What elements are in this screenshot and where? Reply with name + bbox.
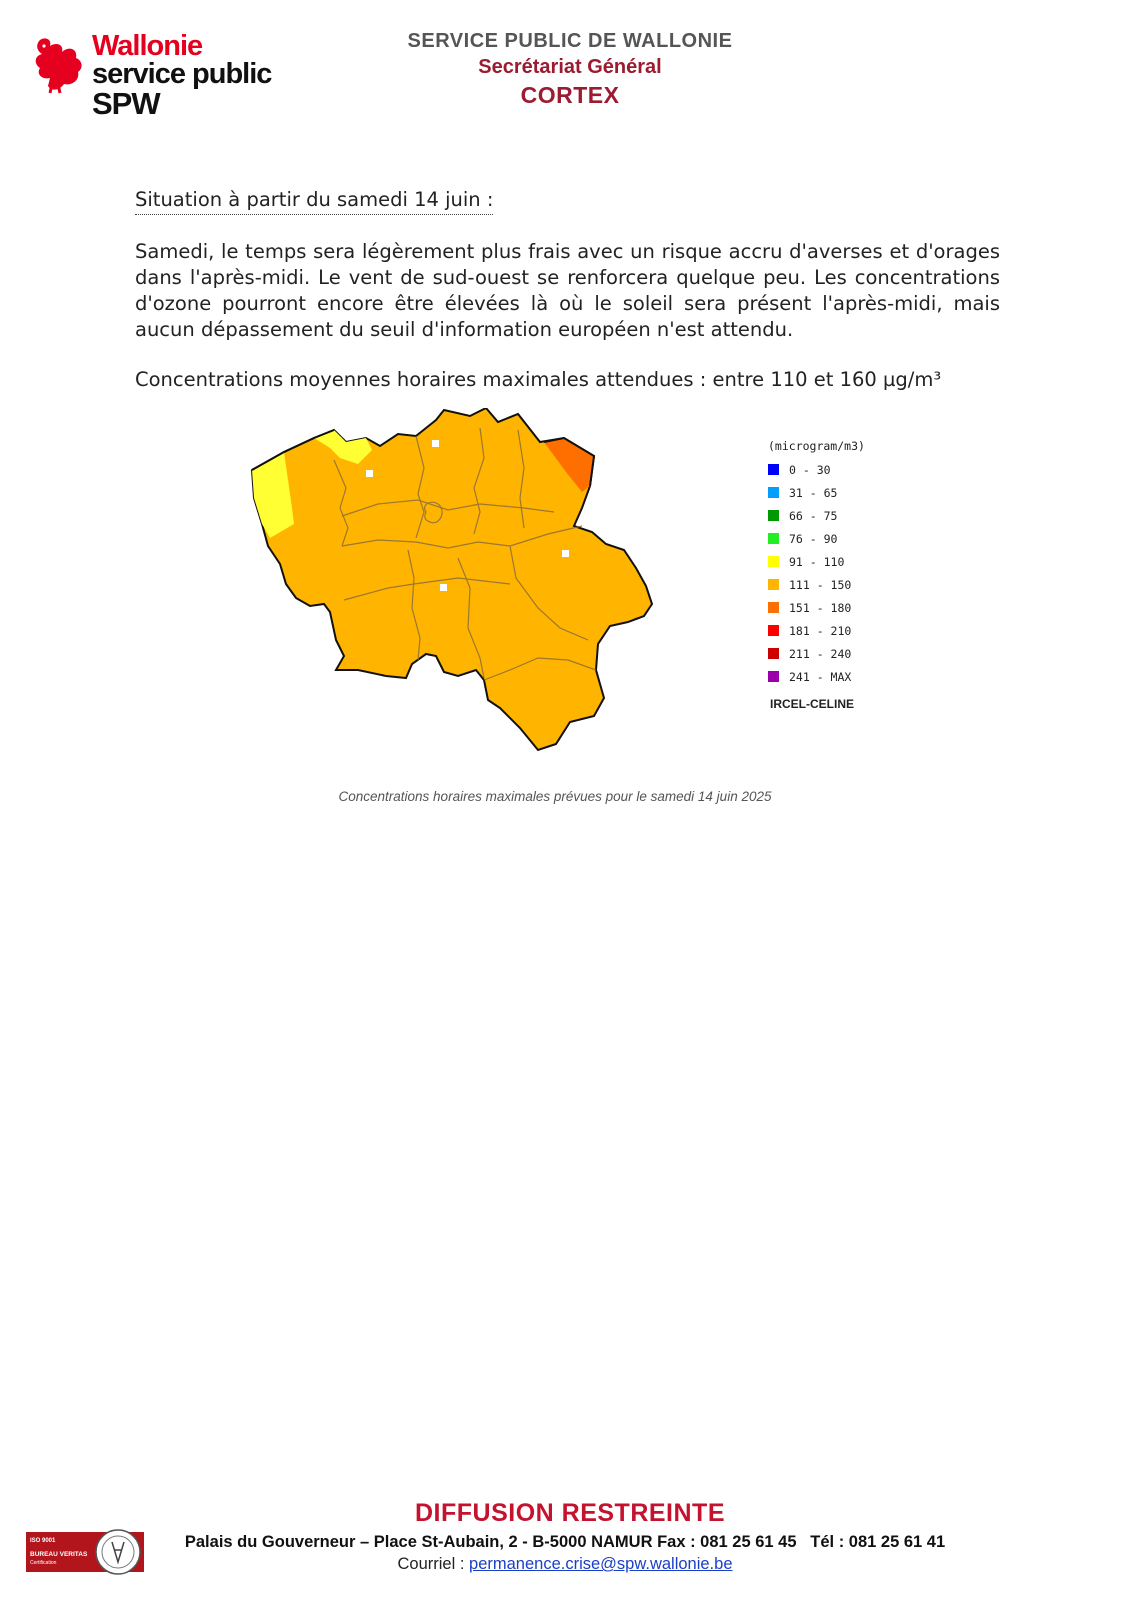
legend-label: 241 - MAX [789, 670, 852, 684]
legend-label: 181 - 210 [789, 624, 852, 638]
map-caption: Concentrations horaires maximales prévues pour le samedi 14 juin 2025 [338, 789, 772, 804]
mail-link[interactable]: permanence.crise@spw.wallonie.be [469, 1555, 733, 1573]
legend-swatch [768, 487, 779, 498]
legend-swatch [768, 602, 779, 613]
legend-swatch [768, 533, 779, 544]
spw-logo [30, 30, 300, 130]
footer-address: Palais du Gouverneur – Place St-Aubain, 2 - B-5000 NAMUR Fax : 081 25 61 45 Tél : 081 25 61 41 [184, 1533, 946, 1551]
org-unit: CORTEX [520, 82, 620, 108]
badge-certification: Certification [30, 1560, 57, 1566]
concentration-range: Concentrations moyennes horaires maximales attendues : entre 110 et 160 µg/m³ [135, 368, 942, 391]
legend-swatch [768, 648, 779, 659]
org-name: SERVICE PUBLIC DE WALLONIE [407, 30, 733, 52]
bureau-veritas-badge [26, 1528, 148, 1576]
legend-swatch [768, 510, 779, 521]
org-department: Secrétariat Général [478, 56, 662, 78]
ozone-map [248, 408, 888, 768]
logo-spw: SPW [92, 86, 160, 121]
forecast-paragraph: Samedi, le temps sera légèrement plus frais avec un risque accru d'averses et d'orages dans l'après-midi. Le vent de sud-ouest se renforcera quelque peu. Les concentrations d'ozone pourront encore être élevées là où le soleil sera présent l'après-midi, mais aucun dépassement du seuil d'information européen n'est attendu. [135, 240, 1000, 341]
badge-iso: ISO 9001 [30, 1538, 56, 1544]
legend-swatch [768, 464, 779, 475]
legend-label: 76 - 90 [789, 532, 838, 546]
logo-service-public: service public [92, 58, 272, 90]
legend-unit: (microgram/m3) [768, 439, 865, 453]
legend-label: 91 - 110 [789, 555, 845, 569]
legend-swatch [768, 625, 779, 636]
mail-label: Courriel : [397, 1555, 470, 1573]
organisation-header [360, 28, 780, 110]
legend-swatch [768, 556, 779, 567]
legend-label: 31 - 65 [789, 486, 838, 500]
legend-swatch [768, 579, 779, 590]
situation-heading: Situation à partir du samedi 14 juin : [135, 187, 493, 215]
legend-label: 66 - 75 [789, 509, 838, 523]
legend-label: 211 - 240 [789, 647, 852, 661]
legend-credit: IRCEL-CELINE [770, 697, 854, 711]
legend-label: 151 - 180 [789, 601, 852, 615]
legend-swatch [768, 671, 779, 682]
diffusion-restreinte: DIFFUSION RESTREINTE [414, 1499, 725, 1527]
logo-wallonie: Wallonie [92, 30, 203, 62]
rooster-icon [30, 34, 88, 94]
footer-mail [165, 1555, 965, 1574]
map-legend [768, 439, 865, 711]
badge-bureau-veritas: BUREAU VERITAS [30, 1551, 88, 1558]
legend-label: 111 - 150 [789, 578, 852, 592]
legend-label: 0 - 30 [789, 463, 831, 477]
